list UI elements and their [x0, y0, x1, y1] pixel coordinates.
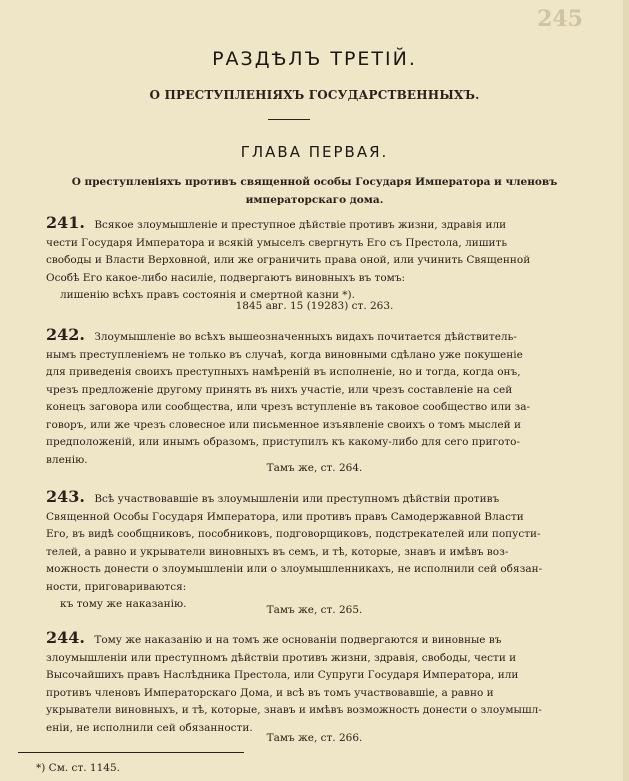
bleed-through-page-number: 245 [537, 6, 583, 32]
article-source: Тамъ же, ст. 265. [266, 604, 363, 616]
article-line: злоумышленіи или преступномъ дѣйствіи противъ жизни, здравія, свободы, чести и [46, 651, 517, 664]
article-line: Его, въ видѣ сообщниковъ, пособниковъ, подговорщиковъ, подстрекателей или попусти- [46, 528, 541, 540]
chapter-subtitle-line: императорскаго дома. [245, 194, 384, 206]
article-line: свободы и Власти Верховной, или же ограничить права оной, или учинить Священной [46, 254, 531, 266]
chapter-title: ГЛАВА ПЕРВАЯ. [240, 143, 389, 161]
article-line: Священной Особы Государя Императора, или противъ правъ Самодержавной Власти [46, 510, 524, 523]
article-244 [46, 629, 586, 737]
article-line: 242. Злоумышленіе во всѣхъ вышеозначенныхъ видахъ почитается дѣйствитель- [46, 325, 517, 344]
article-source: 1845 авг. 15 (19283) ст. 263. [235, 300, 394, 312]
article-source: Тамъ же, ст. 266. [266, 732, 363, 744]
article-line: чрезъ предложеніе другому принять въ нихъ участіе, или чрезъ составленіе на сей [46, 383, 513, 396]
article-243 [46, 488, 586, 614]
article-line: 244. Тому же наказанію и на томъ же основаніи подвергаются и виновные въ [46, 628, 502, 647]
article-line: еніи, не исполнили сей обязанности. [46, 721, 253, 734]
article-line: Особѣ Его какое-либо насиліе, подвергаютъ виновныхъ въ томъ: [46, 271, 406, 284]
article-line: телей, а равно и укрыватели виновныхъ въ семъ, и тѣ, которые, знавъ и имѣвъ воз- [46, 545, 509, 558]
article-line: нымъ преступленіемъ не только въ случаѣ, когда виновными сдѣлано уже покушеніе [46, 348, 523, 361]
article-line: чести Государя Императора и всякій умыселъ свергнуть Его съ Престола, лишить [46, 236, 508, 249]
footnote-divider [18, 752, 244, 753]
article-line: вленію. [46, 453, 88, 466]
article-line: конецъ заговора или сообщества, или чрезъ вступленіе въ таковое сообщество или за- [46, 401, 531, 413]
article-line: ности, приговариваются: [46, 580, 187, 593]
chapter-subtitle [0, 173, 629, 209]
article-number: 242. [46, 325, 85, 344]
article-242 [46, 326, 586, 469]
article-line: предположеній, или инымъ образомъ, приступилъ къ какому-либо для сего пригото- [46, 436, 521, 448]
article-number: 244. [46, 628, 85, 647]
section-subtitle: О ПРЕСТУПЛЕНІЯХЪ ГОСУДАРСТВЕННЫХЪ. [149, 88, 480, 102]
article-line: говоръ, или же чрезъ словесное или письменное изъявленіе своихъ о томъ мыслей и [46, 418, 521, 431]
section-title: РАЗДѢЛЪ ТРЕТІЙ. [212, 48, 417, 70]
article-line: 243. Всѣ участвовавшіе въ злоумышленіи или преступномъ дѣйствіи противъ [46, 487, 500, 506]
article-line: 241. Всякое злоумышленіе и преступное дѣйствіе противъ жизни, здравія или [46, 213, 507, 232]
article-number: 241. [46, 213, 85, 232]
article-line: Высочайшихъ правъ Наслѣдника Престола, или Супруги Государя Императора, или [46, 669, 519, 681]
footnote: *) См. ст. 1145. [36, 762, 120, 774]
article-241 [46, 214, 586, 305]
article-line: укрыватели виновныхъ, и тѣ, которые, знавъ и имѣвъ возможность донести о злоумышл- [46, 704, 542, 716]
article-penalty: къ тому же наказанію. [60, 598, 187, 610]
article-line: можность донести о злоумышленіи или о злоумышленникахъ, не исполнили сей обязан- [46, 563, 543, 575]
title-divider [268, 119, 310, 120]
article-source: Тамъ же, ст. 264. [266, 462, 363, 474]
article-number: 243. [46, 487, 85, 506]
article-line: противъ членовъ Императорскаго Дома, и всѣ въ томъ участвовавшіе, а равно и [46, 686, 494, 699]
article-line: для приведенія своихъ преступныхъ намѣреній въ исполненіе, но и тогда, когда онъ, [46, 366, 521, 378]
chapter-subtitle-line: О преступленіяхъ противъ священной особы Государя Императора и членовъ [71, 176, 558, 188]
article-penalty: лишенію всѣхъ правъ состоянія и смертной казни *). [60, 289, 355, 301]
